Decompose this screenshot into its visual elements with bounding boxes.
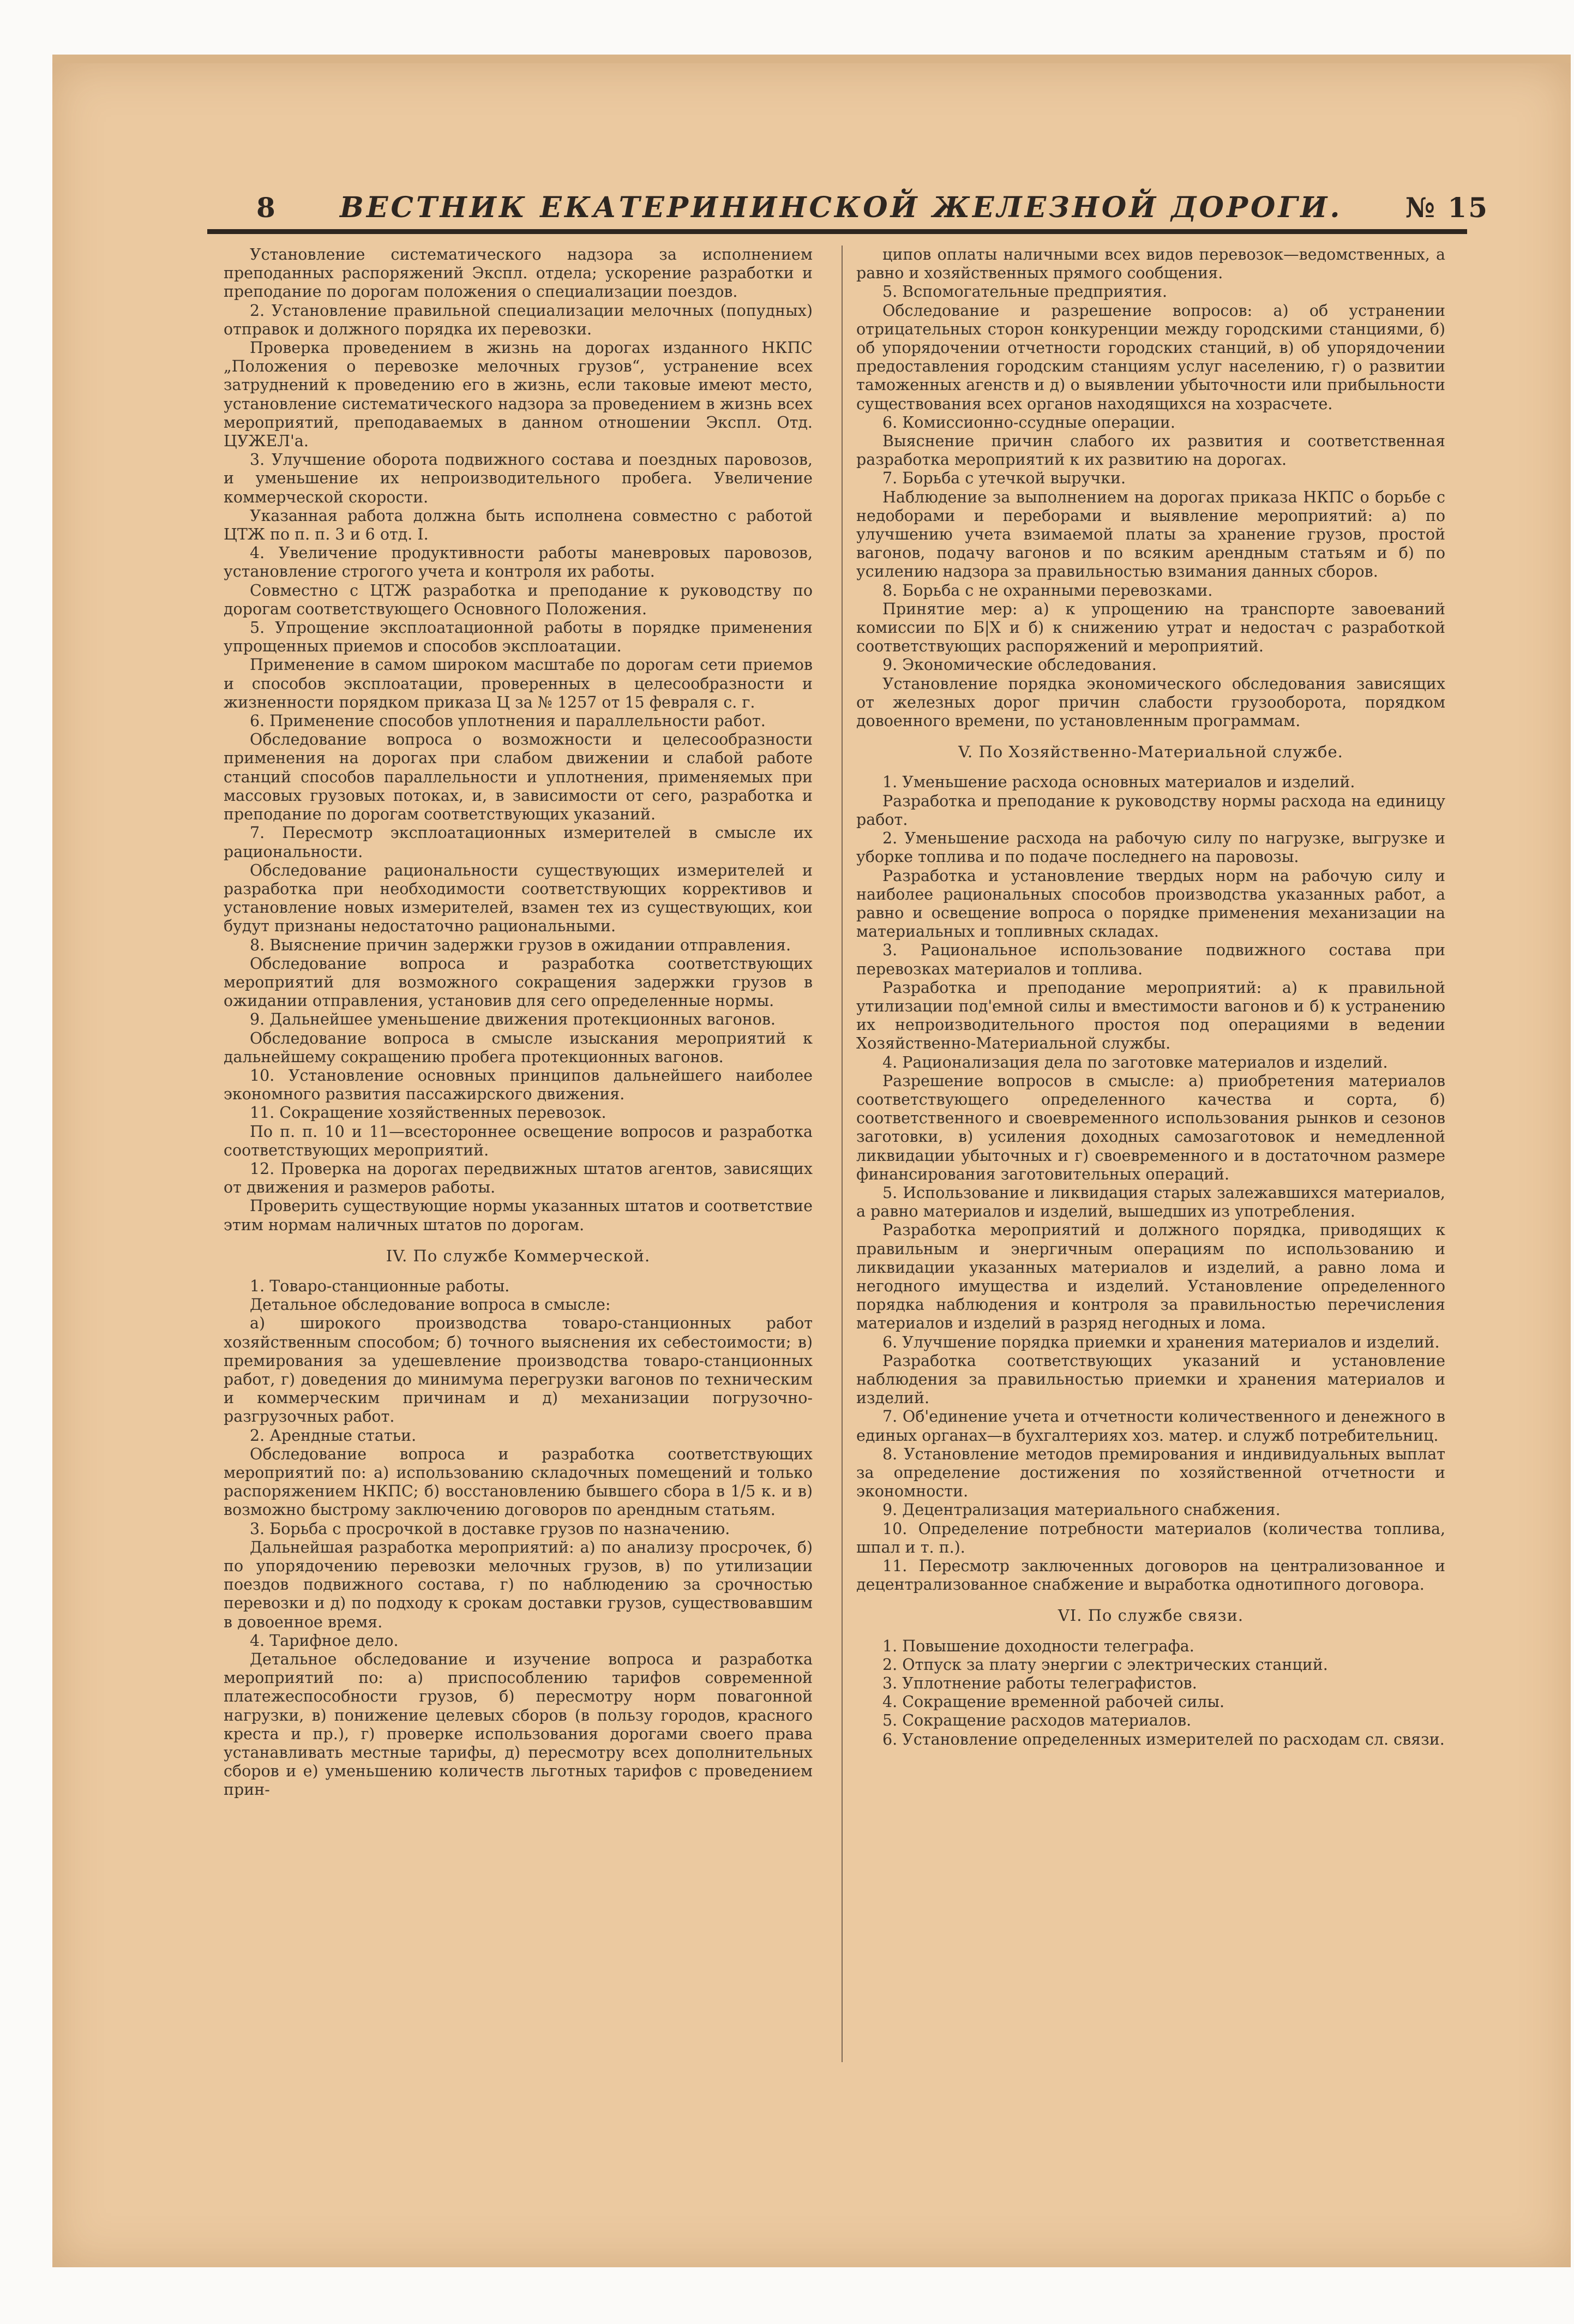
paragraph: Проверка проведением в жизнь на дорогах изданного НКПС „Положения о перевозке мелочных грузов“, устранение всех затруднений к проведению его в жизнь, если таковые имеют место, установление систематического надзора за проведением в жизнь всех мероприятий, преподаваемых в данном отношении Экспл. Отд. ЦУЖЕЛ'а. [224, 339, 813, 451]
paragraph: 10. Определение потребности материалов (количества топлива, шпал и т. п.). [856, 1519, 1445, 1556]
paragraph: 9. Экономические обследования. [882, 656, 1157, 674]
paragraph: 1. Уменьшение расхода основных материалов и изделий. [882, 773, 1355, 792]
paragraph: 3. Рациональное использование подвижного состава при перевозках материалов и топлива. [856, 941, 1445, 978]
paragraph: 3. Борьба с просрочкой в доставке грузов по назначению. [250, 1519, 730, 1538]
paragraph: 7. Об'единение учета и отчетности количественного и денежного в единых органах—в бухгалтериях хоз. матер. и служб потребительниц. [856, 1407, 1445, 1445]
page-number: 8 [256, 191, 277, 224]
paragraph: Детальное обследование и изучение вопроса и разработка мероприятий по: а) приспособлению тарифов современной платежеспособности грузов, б) пересмотру норм повагонной нагрузки, в) понижение целевых сборов (в пользу городов, красного креста и пр.), г) проверке использования дорогами своего права устанавливать местные тарифы, д) пересмотру всех дополнительных сборов и е) уменьшению количеств льготных тарифов с проведением прин- [224, 1650, 813, 1799]
paragraph: 5. Вспомогательные предприятия. [882, 283, 1168, 301]
paragraph: Дальнейшая разработка мероприятий: а) по анализу просрочек, б) по упорядочению перевозки мелочных грузов, в) по утилизации поездов подвижного состава, г) по наблюдению за срочностью перевозки и д) по подходу к срокам доставки грузов, существовавшим в довоенное время. [224, 1538, 813, 1631]
paragraph: 12. Проверка на дорогах передвижных штатов агентов, зависящих от движения и размеров работы. [224, 1159, 813, 1197]
section-heading: V. По Хозяйственно-Материальной службе. [958, 742, 1343, 762]
paragraph: Разработка и преподание к руководству нормы расхода на единицу работ. [856, 792, 1445, 829]
paragraph: Установление систематического надзора за исполнением преподанных распоряжений Экспл. отдела; ускорение разработки и преподание по дорогам положения о специализации поездов. [224, 245, 813, 301]
paragraph: Разрешение вопросов в смысле: а) приобретения материалов соответствующего определенного качества и сорта, б) соответственного и своевременного использования рынков и сезонов заготовки, в) усиления доходных самозаготовок и немедленной ликвидации убыточных и г) своевременного и в достаточном размере финансирования заготовительных операций. [856, 1071, 1445, 1183]
paragraph: 5. Использование и ликвидация старых залежавшихся материалов, а равно материалов и изделий, вышедших из употребления. [856, 1183, 1445, 1221]
paragraph: 5. Упрощение эксплоатационной работы в порядке применения упрощенных приемов и способов эксплоатации. [224, 619, 813, 656]
paragraph: 6. Улучшение порядка приемки и хранения материалов и изделий. [882, 1333, 1440, 1351]
paragraph: Детальное обследование вопроса в смысле: [250, 1296, 611, 1314]
header-rule [207, 229, 1467, 234]
paragraph: а) широкого производства товаро-станционных работ хозяйственным способом; б) точного выяснения их себестоимости; в) премирования за удешевление производства товаро-станционных работ, г) доведения до минимума перегрузки вагонов по техническим и коммерческим причинам и д) механизации погрузочно-разгрузочных работ. [224, 1314, 813, 1426]
paragraph: Совместно с ЦТЖ разработка и преподание к руководству по дорогам соответствующего Основного Положения. [224, 581, 813, 618]
paragraph: 6. Установление определенных измерителей по расходам сл. связи. [882, 1730, 1445, 1748]
paragraph: 3. Уплотнение работы телеграфистов. [882, 1674, 1197, 1693]
paragraph: Обследование рациональности существующих измерителей и разработка при необходимости соответствующих коррективов и установление новых измерителей, взамен тех из существующих, кои будут признаны недостаточно рациональными. [224, 861, 813, 936]
paragraph: Обследование вопроса и разработка соответствующих мероприятий по: а) использованию складочных помещений и только распоряжением НКПС; б) восстановлению бывшего сбора в 1/5 к. и в) возможно быстрому заключению договоров по арендным статьям. [224, 1445, 813, 1519]
paragraph: 8. Выяснение причин задержки грузов в ожидании отправления. [250, 936, 791, 954]
paragraph: 8. Борьба с не охранными перевозками. [882, 581, 1213, 600]
paragraph: Применение в самом широком масштабе по дорогам сети приемов и способов эксплоатации, проверенных в целесообразности и жизненности порядком приказа Ц за № 1257 от 15 февраля с. г. [224, 656, 813, 711]
paragraph: 2. Отпуск за плату энергии с электрических станций. [882, 1655, 1328, 1674]
issue-number: № 15 [1405, 191, 1489, 224]
paragraph: Выяснение причин слабого их развития и соответственная разработка мероприятий к их развитию на дорогах. [856, 432, 1445, 469]
paragraph: 2. Арендные статьи. [250, 1426, 417, 1445]
paragraph: 2. Установление правильной специализации мелочных (попудных) отправок и должного порядка их перевозки. [224, 301, 813, 338]
section-heading: VI. По службе связи. [1058, 1606, 1244, 1625]
paragraph: Обследование вопроса в смысле изыскания мероприятий к дальнейшему сокращению пробега протекционных вагонов. [224, 1029, 813, 1066]
paragraph: 1. Повышение доходности телеграфа. [882, 1637, 1194, 1655]
paragraph: Принятие мер: а) к упрощению на транспорте завоеваний комиссии по Б|Х и б) к снижению утрат и недостач с разработкой соответствующих распоряжений и мероприятий. [856, 600, 1445, 656]
paragraph: 4. Увеличение продуктивности работы маневровых паровозов, установление строгого учета и контроля их работы. [224, 544, 813, 581]
paragraph: Обследование вопроса и разработка соответствующих мероприятий для возможного сокращения задержки грузов в ожидании отправления, установив для сего определенные нормы. [224, 954, 813, 1010]
paragraph: Наблюдение за выполнением на дорогах приказа НКПС о борьбе с недоборами и переборами и выявление мероприятий: а) по улучшению учета взимаемой платы за хранение грузов, простой вагонов, подачу вагонов и по всяким арендным статьям и б) по усилению надзора за правильностью взимания данных сборов. [856, 488, 1445, 581]
newspaper-title: ВЕСТНИК ЕКАТЕРИНИНСКОЙ ЖЕЛЕЗНОЙ ДОРОГИ. [339, 190, 1343, 224]
paragraph: 1. Товаро-станционные работы. [250, 1277, 510, 1295]
paragraph: 9. Дальнейшее уменьшение движения протекционных вагонов. [250, 1010, 776, 1029]
paragraph: Проверить существующие нормы указанных штатов и соответствие этим нормам наличных штатов по дорогам. [224, 1197, 813, 1234]
paragraph: 4. Сокращение временной рабочей силы. [882, 1693, 1225, 1711]
paragraph: 11. Сокращение хозяйственных перевозок. [250, 1104, 606, 1122]
section-heading: IV. По службе Коммерческой. [386, 1246, 651, 1265]
paragraph: Разработка и установление твердых норм на рабочую силу и наиболее рациональных способов производства указанных работ, а равно и освещение вопроса о порядке применения механизации на материальных и топливных складах. [856, 866, 1445, 941]
paragraph: 7. Пересмотр эксплоатационных измерителей в смысле их рациональности. [224, 824, 813, 861]
paragraph: 6. Применение способов уплотнения и параллельности работ. [250, 712, 766, 730]
paragraph: 5. Сокращение расходов материалов. [882, 1711, 1192, 1730]
paragraph: 4. Рационализация дела по заготовке материалов и изделий. [882, 1053, 1388, 1071]
paragraph: 11. Пересмотр заключенных договоров на централизованное и децентрализованное снабжение и выработка однотипного договора. [856, 1557, 1445, 1594]
paragraph: Указанная работа должна быть исполнена совместно с работой ЦТЖ по п. п. 3 и 6 отд. I. [224, 506, 813, 544]
column-divider [842, 245, 843, 2062]
paragraph: 10. Установление основных принципов дальнейшего наиболее экономного развития пассажирского движения. [224, 1066, 813, 1104]
paragraph: Разработка и преподание мероприятий: а) к правильной утилизации под'емной силы и вместимости вагонов и б) к устранению их непроизводительного простоя под операциями в ведении Хозяйственно-Материальной службы. [856, 978, 1445, 1053]
paragraph: Разработка мероприятий и должного порядка, приводящих к правильным и энергичным операциям по использованию и ликвидации указанных материалов и изделий, а равно лома и негодного имущества и изделий. Установление определенного порядка наблюдения и контроля за правильностью перечисления материалов и изделий в разряд негодных и лома. [856, 1221, 1445, 1333]
paragraph: 3. Улучшение оборота подвижного состава и поездных паровозов, и уменьшение их непроизводительного пробега. Увеличение коммерческой скорости. [224, 451, 813, 506]
paragraph: Обследование вопроса о возможности и целесообразности применения на дорогах при слабом движении и слабой работе станций способов параллельности и уплотнения, применяемых при массовых грузовых потоках, и, в зависимости от сего, разработка и преподание по дорогам соответствующих указаний. [224, 730, 813, 824]
paragraph: 4. Тарифное дело. [250, 1631, 399, 1650]
paragraph: 8. Установление методов премирования и индивидуальных выплат за определение достижения по хозяйственной отчетности и экономности. [856, 1445, 1445, 1501]
left-column [224, 245, 813, 1800]
paragraph: ципов оплаты наличными всех видов перевозок—ведомственных, а равно и хозяйственных прямого сообщения. [856, 245, 1445, 283]
paragraph: 6. Комиссионно-ссудные операции. [882, 413, 1175, 432]
masthead [256, 185, 1489, 229]
paragraph: Обследование и разрешение вопросов: а) об устранении отрицательных сторон конкуренции между городскими станциями, б) об упорядочении отчетности городских станций, в) об упорядочении предоставления городским станциям услуг населению, г) о развитии таможенных агенств и д) о выявлении убыточности или прибыльности существования всех органов находящихся на хозрасчете. [856, 301, 1445, 413]
paragraph: 2. Уменьшение расхода на рабочую силу по нагрузке, выгрузке и уборке топлива и по подаче последнего на паровозы. [856, 829, 1445, 866]
paragraph: Установление порядка экономического обследования зависящих от железных дорог причин слабости грузооборота, порядком довоенного времени, по установленным программам. [856, 674, 1445, 730]
paragraph: 7. Борьба с утечкой выручки. [882, 469, 1126, 488]
right-column [856, 245, 1445, 1749]
paragraph: 9. Децентрализация материального снабжения. [882, 1501, 1281, 1519]
paragraph: Разработка соответствующих указаний и установление наблюдения за правильностью приемки и хранения материалов и изделий. [856, 1351, 1445, 1407]
paragraph: По п. п. 10 и 11—всестороннее освещение вопросов и разработка соответствующих мероприятий. [224, 1122, 813, 1159]
